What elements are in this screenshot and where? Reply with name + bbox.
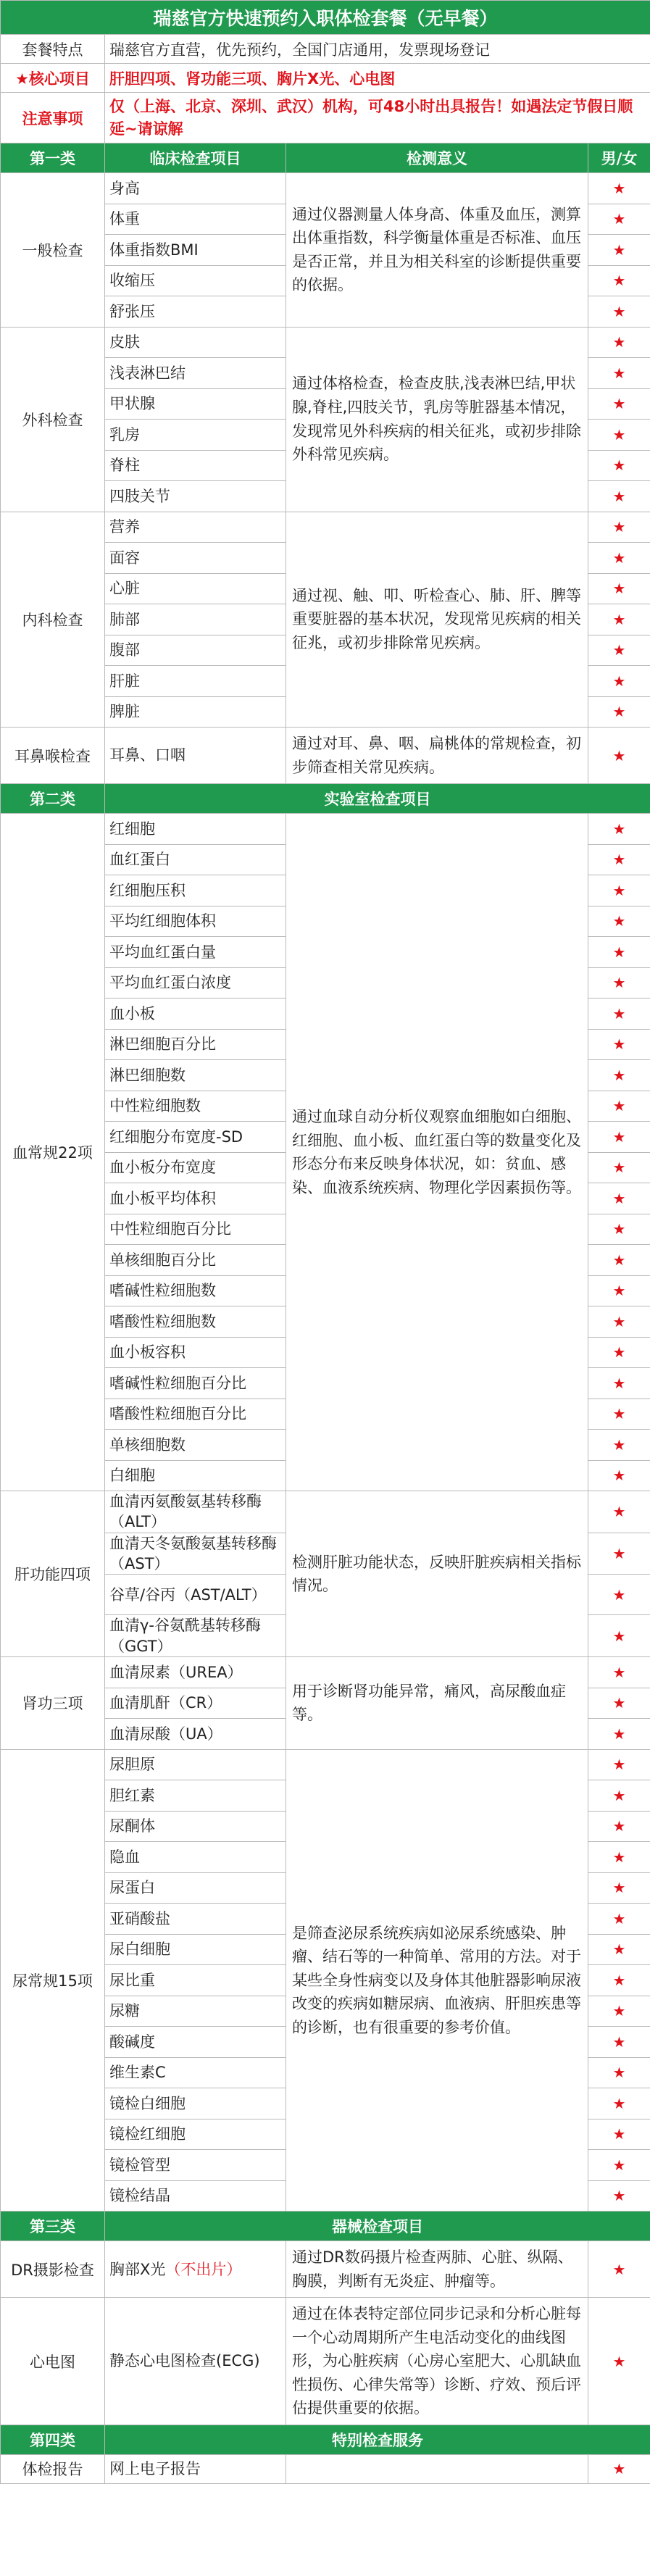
star-icon: ★: [588, 1430, 650, 1461]
item-text: 白细胞: [109, 1467, 155, 1485]
item-text: 血小板平均体积: [109, 1189, 216, 1207]
meaning-text: 检测肝脏功能状态，反映肝脏疾病相关指标情况。: [286, 1491, 588, 1657]
item-name: [105, 1183, 286, 1214]
item-text: 镜检管型: [109, 2156, 170, 2174]
meaning-text: 通过对耳、鼻、咽、扁桃体的常规检查，初步筛查相关常见疾病。: [286, 728, 588, 784]
item-text: 脊柱: [109, 457, 140, 475]
item-text: 身高: [109, 179, 140, 197]
meaning-text: 通过DR数码摄片检查两肺、心脏、纵隔、胸膜，判断有无炎症、肿瘤等。: [286, 2241, 588, 2298]
item-name: [105, 296, 286, 328]
star-icon: ★: [588, 1615, 650, 1657]
item-row: [1, 2241, 650, 2298]
star-icon: ★: [588, 1245, 650, 1276]
item-text: 血清丙氨酸氨基转移酶（ALT）: [109, 1493, 262, 1531]
category-name: 内科检查: [1, 512, 105, 728]
item-name: [105, 1615, 286, 1657]
item-name: [105, 235, 286, 266]
item-name: [105, 1306, 286, 1338]
meaning-text: 通过血球自动分析仪观察血细胞如白细胞、红细胞、血小板、血红蛋白等的数量变化及形态分布来反映身体状况，如：贫血、感染、血液系统疾病、物理化学因素损伤等。: [286, 814, 588, 1491]
item-name: [105, 1811, 286, 1842]
item-text: 维生素C: [109, 2064, 166, 2082]
star-icon: ★: [588, 2454, 650, 2483]
item-text: 尿比重: [109, 1971, 155, 1989]
item-name: [105, 1996, 286, 2027]
item-text: 血小板分布宽度: [109, 1159, 216, 1177]
star-icon: ★: [588, 1460, 650, 1491]
item-name: [105, 2454, 286, 2483]
item-name: [105, 1749, 286, 1780]
item-text: 浅表淋巴结: [109, 364, 186, 382]
star-icon: ★: [588, 358, 650, 389]
category-name: 尿常规15项: [1, 1749, 105, 2212]
item-name: [105, 1842, 286, 1873]
item-text: 胸部X光: [109, 2260, 166, 2278]
star-icon: ★: [588, 2088, 650, 2119]
star-icon: ★: [588, 173, 650, 204]
star-icon: ★: [588, 1122, 650, 1153]
star-icon: ★: [588, 728, 650, 784]
star-icon: ★: [588, 967, 650, 999]
star-icon: ★: [588, 1811, 650, 1842]
item-text: 舒张压: [109, 302, 155, 320]
item-name: [105, 604, 286, 635]
item-text: 尿蛋白: [109, 1879, 155, 1897]
item-text: 淋巴细胞数: [109, 1066, 186, 1084]
star-icon: ★: [588, 265, 650, 296]
item-text: 收缩压: [109, 272, 155, 290]
star-icon: ★: [588, 1533, 650, 1575]
item-row: [1, 1749, 650, 1780]
item-name: [105, 1780, 286, 1812]
item-text: 嗜酸性粒细胞数: [109, 1312, 216, 1330]
item-name: [105, 967, 286, 999]
item-name: [105, 512, 286, 543]
item-name: [105, 1152, 286, 1183]
star-icon: ★: [588, 666, 650, 697]
item-name: [105, 1491, 286, 1533]
star-icon: ★: [588, 1306, 650, 1338]
star-icon: ★: [588, 1152, 650, 1183]
star-icon: ★: [588, 1965, 650, 1996]
info-row: [1, 93, 650, 143]
star-icon: ★: [588, 1934, 650, 1965]
item-text: 尿酮体: [109, 1817, 155, 1835]
star-icon: ★: [588, 604, 650, 635]
info-value: 肝胆四项、肾功能三项、胸片X光、心电图: [105, 64, 650, 93]
item-name: [105, 1872, 286, 1904]
item-name: [105, 1245, 286, 1276]
section-header: [1, 2425, 650, 2454]
star-icon: ★: [588, 999, 650, 1030]
star-icon: ★: [588, 1688, 650, 1719]
item-name: [105, 1533, 286, 1575]
star-icon: ★: [588, 327, 650, 358]
meaning-text: [286, 2454, 588, 2483]
star-icon: ★: [588, 1780, 650, 1812]
item-name: [105, 1368, 286, 1399]
item-text: 体重: [109, 210, 140, 228]
item-text: 血小板容积: [109, 1343, 186, 1362]
item-name: [105, 2088, 286, 2119]
star-icon: ★: [588, 2027, 650, 2058]
star-icon: ★: [588, 1399, 650, 1430]
item-name: [105, 1719, 286, 1750]
item-name: [105, 573, 286, 604]
item-text: 血清天冬氨酸氨基转移酶（AST）: [109, 1534, 277, 1573]
item-name: [105, 1965, 286, 1996]
star-icon: ★: [588, 1060, 650, 1091]
star-icon: ★: [588, 1872, 650, 1904]
item-name: [105, 875, 286, 906]
item-name: [105, 2027, 286, 2058]
item-name: [105, 481, 286, 512]
item-row: [1, 327, 650, 358]
category-name: 肾功三项: [1, 1657, 105, 1750]
item-text: 中性粒细胞百分比: [109, 1220, 231, 1238]
category-name: 一般检查: [1, 173, 105, 328]
star-icon: ★: [588, 450, 650, 481]
item-name: [105, 1091, 286, 1122]
item-text: 腹部: [109, 641, 140, 659]
star-icon: ★: [588, 696, 650, 728]
star-icon: ★: [588, 1904, 650, 1935]
star-icon: ★: [588, 388, 650, 420]
item-row: [1, 2298, 650, 2425]
item-text: 肺部: [109, 610, 140, 628]
category-name: 体检报告: [1, 2454, 105, 2483]
category-name: 耳鼻喉检查: [1, 728, 105, 784]
item-text: 耳鼻、口咽: [109, 746, 186, 764]
star-icon: ★: [588, 875, 650, 906]
item-text: 嗜酸性粒细胞百分比: [109, 1405, 246, 1423]
item-text: 嗜碱性粒细胞数: [109, 1282, 216, 1300]
info-value: 瑞慈官方直营，优先预约，全国门店通用，发票现场登记: [105, 35, 650, 64]
item-name: [105, 844, 286, 875]
star-icon: ★: [588, 512, 650, 543]
item-name: [105, 1337, 286, 1368]
item-text: 血清尿素（UREA）: [109, 1663, 243, 1681]
meaning-text: 通过仪器测量人体身高、体重及血压，测算出体重指数，科学衡量体重是否标准、血压是否正常，并且为相关科室的诊断提供重要的依据。: [286, 173, 588, 328]
star-icon: ★: [588, 481, 650, 512]
item-name: [105, 666, 286, 697]
item-text: 胆红素: [109, 1786, 155, 1804]
star-icon: ★: [588, 2298, 650, 2425]
item-text: 亚硝酸盐: [109, 1909, 170, 1927]
item-text: 甲状腺: [109, 395, 155, 413]
meaning-text: 是筛查泌尿系统疾病如泌尿系统感染、肿瘤、结石等的一种简单、常用的方法。对于某些全身性病变以及身体其他脏器影响尿液改变的疾病如糖尿病、血液病、肝胆疾患等的诊断，也有很重要的参考价值。: [286, 1749, 588, 2212]
item-name: [105, 1060, 286, 1091]
item-name: [105, 635, 286, 666]
item-name: [105, 696, 286, 728]
item-row: [1, 512, 650, 543]
meaning-text: 通过视、触、叩、听检查心、肺、肝、脾等重要脏器的基本状况，发现常见疾病的相关征兆，或初步排除常见疾病。: [286, 512, 588, 728]
meaning-text: 用于诊断肾功能异常，痛风，高尿酸血症等。: [286, 1657, 588, 1750]
item-name: [105, 265, 286, 296]
item-note: （不出片）: [165, 2260, 242, 2278]
item-text: 平均血红蛋白浓度: [109, 974, 231, 992]
star-icon: ★: [588, 1368, 650, 1399]
item-name: [105, 1430, 286, 1461]
item-text: 淋巴细胞百分比: [109, 1035, 216, 1054]
item-row: [1, 1491, 650, 1533]
section-label: 第二类: [1, 784, 105, 814]
section-header: [1, 784, 650, 814]
item-text: 平均红细胞体积: [109, 912, 216, 930]
item-row: [1, 1657, 650, 1688]
star-icon: ★: [588, 1183, 650, 1214]
item-name: [105, 1904, 286, 1935]
info-row: [1, 35, 650, 64]
section-label: 第四类: [1, 2425, 105, 2454]
item-name: [105, 2119, 286, 2150]
item-text: 体重指数BMI: [109, 241, 199, 259]
category-name: DR摄影检查: [1, 2241, 105, 2298]
item-text: 镜检结晶: [109, 2187, 170, 2205]
item-name: [105, 450, 286, 481]
section-title: 实验室检查项目: [105, 784, 650, 814]
info-value: 仅（上海、北京、深圳、武汉）机构，可48小时出具报告！如遇法定节假日顺延~请谅解: [105, 93, 650, 143]
header-c4: 男/女: [588, 143, 650, 173]
star-icon: ★: [588, 2150, 650, 2181]
meaning-text: 通过在体表特定部位同步记录和分析心脏每一个心动周期所产生电活动变化的曲线图形，为心脏疾病（心房心室肥大、心肌缺血性损伤、心律失常等）诊断、疗效、预后评估提供重要的依据。: [286, 2298, 588, 2425]
item-text: 乳房: [109, 425, 140, 443]
star-icon: ★: [588, 1491, 650, 1533]
item-text: 网上电子报告: [109, 2460, 201, 2478]
star-icon: ★: [588, 1719, 650, 1750]
item-name: [105, 1275, 286, 1306]
section-title: 器械检查项目: [105, 2212, 650, 2241]
item-text: 镜检红细胞: [109, 2125, 186, 2143]
item-name: [105, 204, 286, 235]
item-text: 血小板: [109, 1004, 155, 1022]
item-name: [105, 937, 286, 968]
item-name: [105, 358, 286, 389]
item-text: 平均血红蛋白量: [109, 943, 216, 961]
item-text: 四肢关节: [109, 487, 170, 505]
item-text: 红细胞: [109, 820, 155, 838]
item-text: 血清γ-谷氨酰基转移酶（GGT）: [109, 1617, 262, 1655]
info-label: 注意事项: [1, 93, 105, 143]
item-name: [105, 906, 286, 937]
item-name: [105, 388, 286, 420]
star-icon: ★: [588, 2241, 650, 2298]
item-name: [105, 2180, 286, 2212]
item-name: [105, 814, 286, 845]
star-icon: ★: [588, 1275, 650, 1306]
item-text: 中性粒细胞数: [109, 1097, 201, 1115]
item-name: [105, 2241, 286, 2298]
star-icon: ★: [588, 2180, 650, 2212]
item-text: 营养: [109, 518, 140, 536]
item-text: 尿白细胞: [109, 1941, 170, 1959]
item-name: [105, 327, 286, 358]
item-text: 镜检白细胞: [109, 2094, 186, 2112]
table-header: [1, 143, 650, 173]
star-icon: ★: [588, 2057, 650, 2088]
category-name: 肝功能四项: [1, 1491, 105, 1657]
info-label: ★核心项目: [1, 64, 105, 93]
item-text: 脾脏: [109, 703, 140, 721]
item-row: [1, 2454, 650, 2483]
item-text: 尿胆原: [109, 1756, 155, 1774]
star-icon: ★: [588, 573, 650, 604]
item-text: 肝脏: [109, 672, 140, 690]
item-name: [105, 1657, 286, 1688]
item-text: 红细胞分布宽度-SD: [109, 1127, 243, 1146]
item-row: [1, 173, 650, 204]
item-text: 酸碱度: [109, 2033, 155, 2051]
category-name: 心电图: [1, 2298, 105, 2425]
item-text: 面容: [109, 549, 140, 567]
meaning-text: 通过体格检查，检查皮肤,浅表淋巴结,甲状腺,脊柱,四肢关节，乳房等脏器基本情况，发现常见外科疾病的相关征兆，或初步排除外科常见疾病。: [286, 327, 588, 512]
item-text: 心脏: [109, 580, 140, 598]
item-text: 皮肤: [109, 333, 140, 351]
title-row: [1, 1, 650, 35]
category-name: 外科检查: [1, 327, 105, 512]
item-text: 隐血: [109, 1848, 140, 1866]
item-name: [105, 2057, 286, 2088]
item-name: [105, 173, 286, 204]
item-name: [105, 2298, 286, 2425]
star-icon: ★: [588, 1337, 650, 1368]
star-icon: ★: [588, 1091, 650, 1122]
star-icon: ★: [588, 2119, 650, 2150]
item-name: [105, 420, 286, 451]
star-icon: ★: [588, 543, 650, 574]
item-name: [105, 1688, 286, 1719]
item-name: [105, 999, 286, 1030]
item-text: 嗜碱性粒细胞百分比: [109, 1374, 246, 1392]
star-icon: ★: [588, 1842, 650, 1873]
star-icon: ★: [588, 635, 650, 666]
item-text: 红细胞压积: [109, 881, 186, 899]
star-icon: ★: [588, 235, 650, 266]
star-icon: ★: [588, 204, 650, 235]
star-icon: ★: [588, 937, 650, 968]
item-name: [105, 1214, 286, 1245]
star-icon: ★: [588, 296, 650, 328]
star-icon: ★: [588, 1996, 650, 2027]
item-text: 血红蛋白: [109, 851, 170, 869]
item-name: [105, 728, 286, 784]
item-text: 单核细胞百分比: [109, 1251, 216, 1269]
header-c1: 第一类: [1, 143, 105, 173]
item-text: 血清肌酐（CR）: [109, 1694, 222, 1712]
section-header: [1, 2212, 650, 2241]
info-label: 套餐特点: [1, 35, 105, 64]
star-icon: ★: [588, 1657, 650, 1688]
item-row: [1, 728, 650, 784]
star-icon: ★: [588, 844, 650, 875]
item-text: 单核细胞数: [109, 1435, 186, 1454]
star-icon: ★: [588, 1214, 650, 1245]
item-text: 尿糖: [109, 2002, 140, 2020]
item-name: [105, 1575, 286, 1615]
item-name: [105, 1029, 286, 1060]
star-icon: ★: [588, 1749, 650, 1780]
star-icon: ★: [588, 1575, 650, 1615]
header-c3: 检测意义: [286, 143, 588, 173]
section-title: 特别检查服务: [105, 2425, 650, 2454]
star-icon: ★: [588, 906, 650, 937]
star-icon: ★: [588, 1029, 650, 1060]
category-name: 血常规22项: [1, 814, 105, 1491]
item-name: [105, 2150, 286, 2181]
item-text: 血清尿酸（UA）: [109, 1725, 222, 1743]
item-text: 静态心电图检查(ECG): [109, 2352, 260, 2370]
item-name: [105, 1934, 286, 1965]
page-title: 瑞慈官方快速预约入职体检套餐（无早餐）: [1, 1, 650, 35]
item-row: [1, 814, 650, 845]
info-row: [1, 64, 650, 93]
item-name: [105, 1122, 286, 1153]
section-label: 第三类: [1, 2212, 105, 2241]
star-icon: ★: [588, 420, 650, 451]
item-text: 谷草/谷丙（AST/ALT）: [109, 1585, 267, 1604]
star-icon: ★: [588, 814, 650, 845]
item-name: [105, 1460, 286, 1491]
item-name: [105, 543, 286, 574]
item-name: [105, 1399, 286, 1430]
header-c2: 临床检查项目: [105, 143, 286, 173]
